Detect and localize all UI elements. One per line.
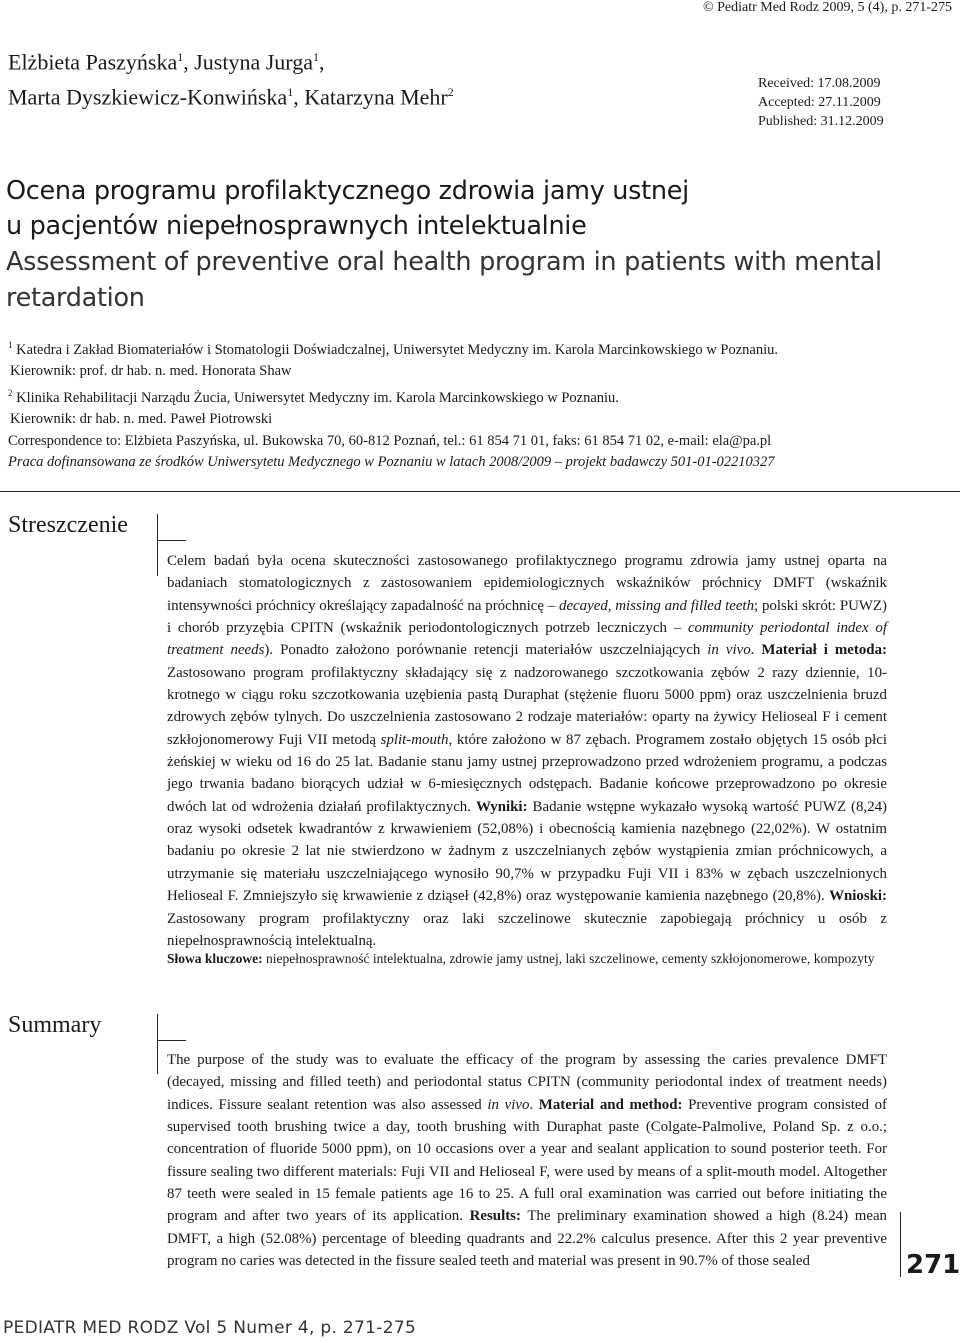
- title-polish-line-2: u pacjentów niepełnosprawnych intelektualnie: [6, 211, 587, 241]
- text-run: ; polski skrót: PUWZ) i chorób przyzębia CPITN (wskaźnik periodontologicznych potrzeb leczniczych –: [167, 597, 887, 637]
- article-dates: [758, 74, 884, 131]
- text-run: , które założono w 87 zębach. Programem zostało objętych 15 osób płci żeńskiej w wieku od 16 do 25 lat. Badanie stanu jamy ustnej przeprowadzono przed wdrożeniem programu, a podczas jego trwania badano biorących udział w 6-miesięcznych odstępach. Badanie końcowe przeprowadzono po okresie dwóch lat od wdrożenia działań profilaktycznych.: [167, 731, 888, 815]
- text-run: Zastosowany program profilaktyczny oraz laki szczelinowe skutecznie zapobiegają próchnicy u osób z niepełnosprawnością intelektualną.: [167, 910, 887, 949]
- text-run: .: [750, 642, 762, 659]
- keywords: [167, 948, 887, 970]
- author-name: Katarzyna Mehr: [304, 84, 448, 110]
- author-name: Justyna Jurga: [194, 49, 313, 75]
- affiliation-1: [8, 335, 958, 361]
- affiliation-text: Klinika Rehabilitacji Narządu Żucia, Uniwersytet Medyczny im. Karola Marcinkowskiego w Poznaniu.: [16, 389, 619, 406]
- author-affiliation-mark: 1: [177, 50, 184, 64]
- published-date: Published: 31.12.2009: [758, 114, 884, 129]
- affiliation-2: [8, 383, 958, 409]
- keywords-text: niepełnosprawność intelektualna, zdrowie jamy ustnej, laki szczelinowe, cementy szkłojonomerowe, kompozyty: [262, 951, 875, 966]
- author-name: Marta Dyszkiewicz-Konwińska: [8, 84, 288, 110]
- text-run: Badanie wstępne wykazało wysoką wartość PUWZ (8,24) oraz wysoki odsetek kwadrantów z krwawieniem (52,08%) i obecnością kamienia nazębnego (22,02%). W ostatnim badaniu po okresie 2 lat nie stwierdzono w żadnym z uszczelnianych zębów wystąpienia zmian próchnicowych, a utrzymanie się materiału uszczelniającego wynosiło 90,7% w przypadku Fuji VII i 83% w zębach uszczelnionych Helioseal F. Zmniejszyło się krwawienie z dziąseł (42,8%) oraz występowanie kamienia nazębnego (20,8%).: [167, 798, 887, 905]
- correspondence: Correspondence to: Elżbieta Paszyńska, ul. Bukowska 70, 60-812 Poznań, tel.: 61 854 71 01, faks: 61 854 71 02, e-mail: ela@pa.pl: [8, 432, 772, 449]
- bold-run: Wyniki:: [475, 798, 528, 815]
- received-date: Received: 17.08.2009: [758, 76, 881, 91]
- accepted-date: Accepted: 27.11.2009: [758, 95, 881, 110]
- author-list: [8, 42, 454, 113]
- author-separator: ,: [319, 49, 325, 75]
- page-number: 271: [906, 1250, 960, 1280]
- author-affiliation-mark: 2: [447, 85, 454, 100]
- text-run: The preliminary examination showed a high (8.24) mean DMFT, a high (52.08%) percentage of bleeding quadrants and 22.2% calculus presence. After this 2 year preventive program no caries was detected in the fissure sealed teeth and material was present in 90.7% of those sealed: [167, 1208, 887, 1270]
- text-run: Zastosowano program profilaktyczny składający się z nadzorowanego szczotkowania zębów 2 razy dziennie, 10-krotnego w ciągu roku szczotkowania uzębienia pastą Duraphat (stężenie fluoru 5000 ppm) oraz uszczelnienia bruzd zdrowych zębów tylnych. Do uszczelnienia zastosowano 2 rodzaje materiałów: oparty na żywicy Helioseal F i cement szkłojonomerowy Fuji VII metodą: [167, 664, 887, 748]
- italic-run: decayed, missing and filled teeth: [559, 597, 755, 614]
- bold-run: Materiał i metoda:: [761, 642, 887, 659]
- italic-run: community periodontal index of treatment needs: [167, 620, 887, 659]
- streszczenie-heading: Streszczenie: [8, 512, 128, 538]
- author-separator: ,: [183, 49, 195, 75]
- heading-bracket-tick: [157, 1040, 186, 1041]
- bold-run: Wnioski:: [829, 888, 887, 905]
- bold-run: Material and method:: [538, 1096, 683, 1113]
- text-run: Celem badań była ocena skuteczności zastosowanego profilaktycznego programu zdrowia jamy ustnej oparta na badaniach stomatologicznych z zastosowaniem epidemiologicznych wskaźników próchnicy DMFT (wskaźnik intensywności próchnicy określający zapadalność na próchnicę –: [167, 553, 887, 614]
- author-line-2: [8, 77, 454, 112]
- section-divider: [0, 491, 960, 492]
- affiliation-mark: 2: [8, 387, 13, 398]
- text-run: The purpose of the study was to evaluate the efficacy of the program by assessing the caries prevalence DMFT (decayed, missing and filled teeth) and periodontal status CPITN (community periodontal index of treatment needs) indices. Fissure sealant retention was also assessed: [167, 1052, 887, 1113]
- journal-reference: © Pediatr Med Rodz 2009, 5 (4), p. 271-275: [703, 0, 952, 15]
- running-footer: PEDIATR MED RODZ Vol 5 Numer 4, p. 271-275: [3, 1318, 417, 1338]
- heading-bracket: [157, 1014, 158, 1074]
- italic-run: in vivo: [487, 1096, 530, 1113]
- title-polish-line-1: Ocena programu profilaktycznego zdrowia jamy ustnej: [6, 176, 689, 206]
- affiliation-1-head: Kierownik: prof. dr hab. n. med. Honorata Shaw: [10, 363, 292, 380]
- summary-body: [167, 1049, 887, 1272]
- affiliations: [8, 335, 958, 474]
- text-run: ). Ponadto założono porównanie retencji materiałów uszczelniających: [264, 642, 708, 659]
- page-number-bracket: [900, 1212, 901, 1277]
- author-name: Elżbieta Paszyńska: [8, 49, 178, 75]
- affiliation-mark: 1: [8, 340, 13, 350]
- affiliation-2-head: Kierownik: dr hab. n. med. Paweł Piotrowski: [10, 411, 273, 428]
- bold-run: Results:: [469, 1208, 521, 1225]
- funding-note: Praca dofinansowana ze środków Uniwersytetu Medycznego w Poznaniu w latach 2008/2009 – projekt badawczy 501-01-02210327: [8, 454, 775, 471]
- keywords-label: Słowa kluczowe:: [167, 951, 263, 966]
- summary-heading: Summary: [8, 1012, 102, 1038]
- author-affiliation-mark: 1: [313, 50, 319, 64]
- italic-run: split-mouth: [380, 731, 449, 748]
- author-separator: ,: [293, 84, 305, 110]
- title-polish: [6, 174, 689, 244]
- text-run: .: [529, 1096, 539, 1113]
- heading-bracket-tick: [157, 540, 186, 541]
- author-line-1: [8, 42, 454, 77]
- streszczenie-body: [167, 550, 887, 952]
- title-english: Assessment of preventive oral health program in patients with mental retardation: [6, 247, 882, 313]
- author-affiliation-mark: 1: [287, 85, 294, 100]
- heading-bracket: [157, 514, 158, 576]
- italic-run: in vivo: [707, 642, 751, 659]
- text-run: Preventive program consisted of supervised tooth brushing twice a day, tooth brushing with Duraphat paste (Colgate-Palmolive, Poland Sp. z o.o.; concentration of fluoride 5000 ppm), on 10 occasions over a year and sealant application to sound posterior teeth. For fissure sealing two different materials: Fuji VII and Helioseal F, were used by means of a split-mouth model. Altogether 87 teeth were sealed in 15 female patients age 16 to 25. A full oral examination was carried out before initiating the program and after two years of its application.: [167, 1096, 888, 1225]
- affiliation-text: Katedra i Zakład Biomateriałów i Stomatologii Doświadczalnej, Uniwersytet Medyczny im. Karola Marcinkowskiego w Poznaniu.: [16, 341, 778, 358]
